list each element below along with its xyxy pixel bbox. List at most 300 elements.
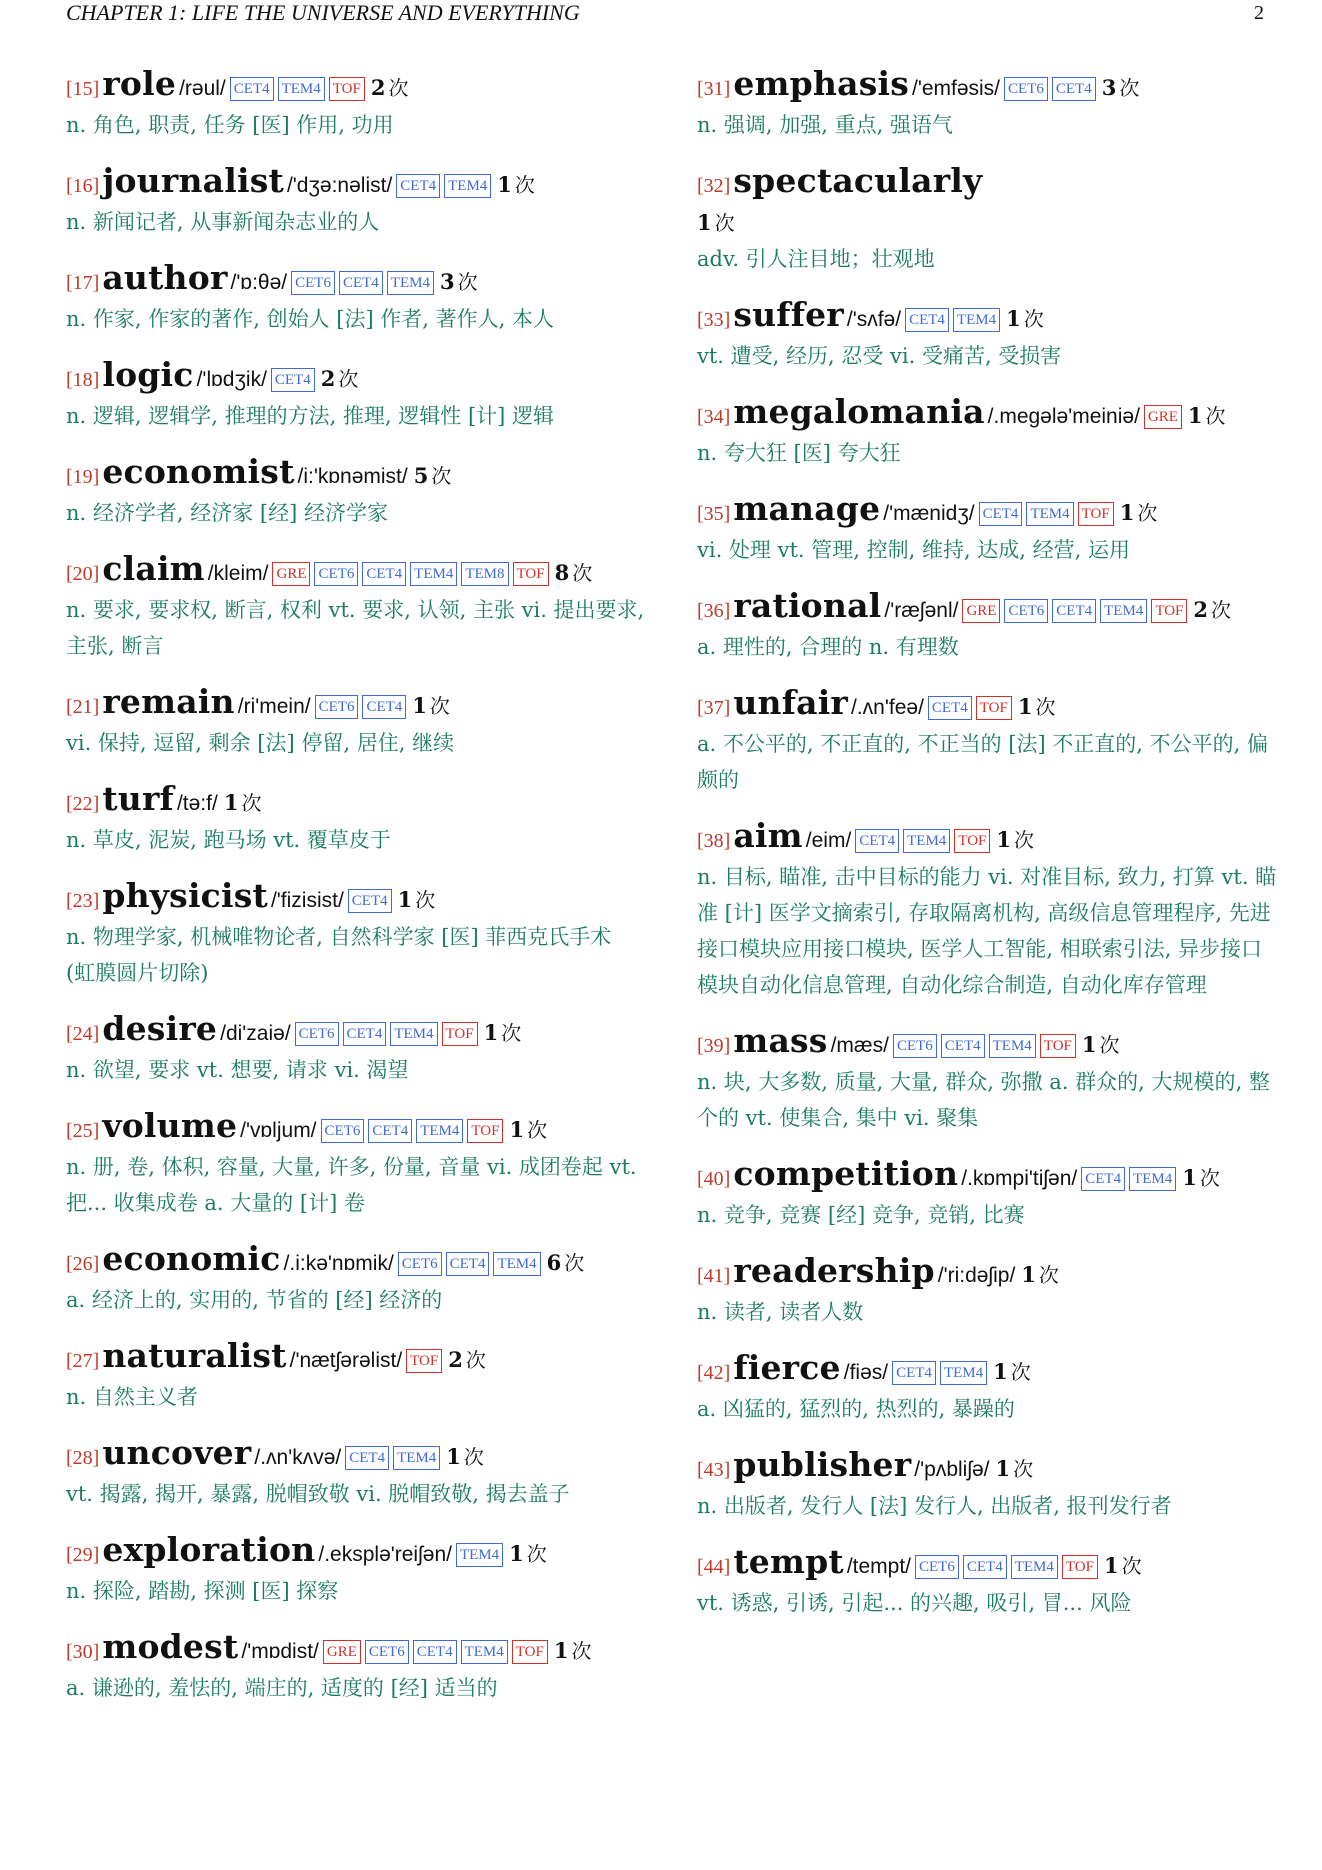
- entry-head: [66, 1629, 646, 1670]
- exam-tag: TEM4: [278, 77, 325, 101]
- exam-tag: TEM4: [390, 1022, 437, 1046]
- entry-definition: a. 经济上的, 实用的, 节省的 [经] 经济的: [66, 1288, 443, 1312]
- entry-head: [66, 357, 646, 398]
- entry-count: 1: [1182, 1165, 1197, 1190]
- entry-phonetic: /'vɒljum/: [240, 1119, 317, 1142]
- entry-word: rational: [733, 586, 882, 625]
- exam-tag: TEM4: [444, 174, 491, 198]
- entry-count: 1: [993, 1359, 1008, 1384]
- exam-tag: TEM4: [1129, 1167, 1176, 1191]
- exam-tag: CET4: [1052, 599, 1096, 623]
- entry-head: [66, 551, 646, 592]
- entry-word: manage: [733, 489, 881, 528]
- exam-tag: GRE: [962, 599, 1000, 623]
- entry-word: readership: [733, 1251, 935, 1290]
- vocab-entry: [66, 1011, 646, 1088]
- entry-phonetic: /'lɒdʒik/: [196, 368, 267, 391]
- entry-count: 2: [1193, 597, 1209, 622]
- entry-count-unit: 次: [465, 1348, 486, 1372]
- entry-index: [34]: [697, 406, 731, 428]
- entry-phonetic: /rəul/: [179, 77, 226, 100]
- entry-definition: n. 逻辑, 逻辑学, 推理的方法, 推理, 逻辑性 [计] 逻辑: [66, 404, 555, 428]
- entry-count: 1: [995, 1456, 1011, 1481]
- entry-phonetic: /'ɒ:θə/: [230, 271, 288, 294]
- entry-index: [38]: [697, 830, 731, 852]
- exam-tag: CET4: [979, 502, 1023, 526]
- entry-index: [21]: [66, 696, 100, 718]
- exam-tag: CET4: [892, 1361, 936, 1385]
- page-number: 2: [1254, 2, 1264, 24]
- vocab-entry: [66, 260, 646, 337]
- entry-head: [66, 66, 646, 107]
- entry-phonetic: /'ri:dəʃip/: [937, 1264, 1016, 1287]
- vocab-entry: [697, 491, 1277, 568]
- exam-tag: CET4: [368, 1119, 412, 1143]
- exam-tag: CET4: [230, 77, 274, 101]
- exam-tag: TEM4: [456, 1543, 503, 1567]
- entry-index: [16]: [66, 175, 100, 197]
- entry-count-unit: 次: [1137, 501, 1158, 525]
- vocab-entry: [697, 394, 1277, 471]
- entry-word: aim: [733, 816, 803, 855]
- entry-phonetic: /.ʌn'feə/: [851, 696, 924, 719]
- vocab-entry: [66, 357, 646, 434]
- exam-tag: CET6: [893, 1034, 937, 1058]
- entry-count: 1: [483, 1020, 499, 1045]
- exam-tag: CET6: [398, 1252, 442, 1276]
- exam-tag: CET6: [295, 1022, 339, 1046]
- entry-count: 1: [223, 790, 239, 815]
- entry-count-unit: 次: [1119, 76, 1140, 100]
- entry-count: 5: [413, 463, 429, 488]
- entry-definition: n. 目标, 瞄准, 击中目标的能力 vi. 对准目标, 致力, 打算 vt. 瞄准 [计] 医学文摘索引, 存取隔离机构, 高级信息管理程序, 先进接口模块应用接口模块, 医学人工智能, 相联索引法, 异步接口模块自动化信息管理, 自动化综合制造, 自动化库存管理: [697, 865, 1277, 997]
- vocab-entry: [697, 1544, 1277, 1621]
- entry-phonetic: /.i:kə'nɒmik/: [283, 1252, 394, 1275]
- entry-word: claim: [102, 549, 205, 588]
- vocab-entry: [66, 1532, 646, 1609]
- entry-head: [66, 260, 646, 301]
- exam-tag: TEM4: [416, 1119, 463, 1143]
- entry-definition: n. 作家, 作家的著作, 创始人 [法] 作者, 著作人, 本人: [66, 307, 555, 331]
- exam-tag: TOF: [1078, 502, 1114, 526]
- entry-index: [20]: [66, 563, 100, 585]
- exam-tag: CET6: [314, 562, 358, 586]
- exam-tag: CET4: [1081, 1167, 1125, 1191]
- exam-tag: CET4: [343, 1022, 387, 1046]
- exam-tag: TEM8: [461, 562, 508, 586]
- exam-tag: CET6: [315, 695, 359, 719]
- entry-definition: n. 角色, 职责, 任务 [医] 作用, 功用: [66, 113, 394, 137]
- vocab-entry: [66, 1108, 646, 1221]
- entry-count-unit: 次: [429, 694, 450, 718]
- entry-phonetic: /di'zaiə/: [220, 1022, 291, 1045]
- entry-phonetic: /.kɒmpi'tiʃən/: [961, 1167, 1078, 1190]
- entry-count-unit: 次: [1211, 598, 1232, 622]
- entry-definition: n. 欲望, 要求 vt. 想要, 请求 vi. 渴望: [66, 1058, 409, 1082]
- entry-count-unit: 次: [1099, 1033, 1120, 1057]
- entry-index: [22]: [66, 793, 100, 815]
- vocab-entry: [66, 878, 646, 991]
- entry-count: 1: [412, 693, 427, 718]
- entry-count: 1: [553, 1638, 569, 1663]
- entry-head: [697, 1350, 1277, 1391]
- entry-count-unit: 次: [457, 270, 478, 294]
- exam-tag: CET4: [928, 696, 972, 720]
- entry-word: megalomania: [733, 392, 985, 431]
- entry-definition: vt. 揭露, 揭开, 暴露, 脱帽致敬 vi. 脱帽致敬, 揭去盖子: [66, 1482, 570, 1506]
- entry-head: [66, 878, 646, 919]
- exam-tag: CET4: [855, 829, 899, 853]
- exam-tag: TEM4: [393, 1446, 440, 1470]
- entry-definition: a. 凶猛的, 猛烈的, 热烈的, 暴躁的: [697, 1397, 1015, 1421]
- exam-tag: CET6: [365, 1640, 409, 1664]
- exam-tag: CET4: [348, 889, 392, 913]
- entry-count: 1: [1103, 1553, 1119, 1578]
- entry-head: [697, 1253, 1277, 1294]
- entry-count: 1: [1006, 306, 1021, 331]
- entry-phonetic: /'mænidʒ/: [883, 502, 975, 525]
- entry-index: [35]: [697, 503, 731, 525]
- exam-tag: GRE: [1144, 405, 1182, 429]
- vocab-entry: [697, 685, 1277, 798]
- entry-definition: n. 竞争, 竞赛 [经] 竞争, 竞销, 比赛: [697, 1203, 1025, 1227]
- entry-count: 2: [320, 366, 336, 391]
- entry-definition: n. 新闻记者, 从事新闻杂志业的人: [66, 210, 380, 234]
- vocab-entry: [697, 1350, 1277, 1427]
- entry-count-unit: 次: [1038, 1263, 1059, 1287]
- entry-head: [66, 781, 646, 822]
- entry-count-unit: 次: [431, 464, 452, 488]
- exam-tag: TEM4: [940, 1361, 987, 1385]
- entry-head: [697, 297, 1277, 338]
- entry-head: [66, 1108, 646, 1149]
- entry-index: [42]: [697, 1362, 731, 1384]
- entry-count: 3: [439, 269, 455, 294]
- vocab-entry: [697, 818, 1277, 1003]
- exam-tag: TEM4: [1026, 502, 1073, 526]
- entry-head: [697, 818, 1277, 859]
- exam-tag: TOF: [329, 77, 365, 101]
- exam-tag: TOF: [442, 1022, 478, 1046]
- exam-tag: CET4: [446, 1252, 490, 1276]
- entry-count: 1: [397, 887, 413, 912]
- entry-definition: a. 谦逊的, 羞怯的, 端庄的, 适度的 [经] 适当的: [66, 1676, 498, 1700]
- entry-definition: n. 探险, 踏勘, 探测 [医] 探察: [66, 1579, 339, 1603]
- entry-count: 2: [370, 75, 386, 100]
- entry-head: [66, 1338, 646, 1379]
- entry-head: [697, 491, 1277, 532]
- entry-word: volume: [102, 1106, 238, 1145]
- vocab-entry: [697, 1447, 1277, 1524]
- entry-index: [37]: [697, 697, 731, 719]
- entry-index: [27]: [66, 1350, 100, 1372]
- entry-head: [697, 66, 1277, 107]
- entry-index: [19]: [66, 466, 100, 488]
- entry-count: 3: [1101, 75, 1117, 100]
- entry-index: [30]: [66, 1641, 100, 1663]
- entry-index: [26]: [66, 1253, 100, 1275]
- entry-phonetic: /'dʒə:nəlist/: [286, 174, 393, 197]
- entry-index: [29]: [66, 1544, 100, 1566]
- vocab-entry: [66, 163, 646, 240]
- vocab-entry: [697, 1023, 1277, 1136]
- entry-definition: n. 读者, 读者人数: [697, 1300, 864, 1324]
- entry-count: 1: [1017, 694, 1033, 719]
- entry-word: author: [102, 258, 228, 297]
- entry-count-unit: 次: [1010, 1360, 1031, 1384]
- entry-word: physicist: [102, 876, 268, 915]
- entry-word: desire: [102, 1009, 218, 1048]
- entry-phonetic: /'sʌfə/: [846, 308, 902, 331]
- vocab-entry: [66, 551, 646, 664]
- entry-phonetic: /ri'mein/: [237, 695, 311, 718]
- entry-count: 1: [446, 1444, 461, 1469]
- entry-phonetic: /eim/: [805, 829, 852, 852]
- entry-word: spectacularly: [733, 161, 983, 200]
- entry-definition: n. 出版者, 发行人 [法] 发行人, 出版者, 报刊发行者: [697, 1494, 1172, 1518]
- entry-count: 1: [996, 827, 1011, 852]
- exam-tag: CET4: [413, 1640, 457, 1664]
- exam-tag: TEM4: [989, 1034, 1036, 1058]
- exam-tag: GRE: [323, 1640, 361, 1664]
- entry-count-unit: 次: [571, 1639, 592, 1663]
- entry-head: [66, 163, 646, 204]
- exam-tag: CET4: [362, 562, 406, 586]
- exam-tag: TOF: [976, 696, 1012, 720]
- entry-word: suffer: [733, 295, 844, 334]
- entry-word: emphasis: [733, 64, 909, 103]
- entry-count-unit: 次: [1023, 307, 1044, 331]
- entry-definition: adv. 引人注目地；壮观地: [697, 247, 935, 271]
- exam-tag: CET6: [1004, 599, 1048, 623]
- entry-phonetic: /.megələ'meiniə/: [987, 405, 1140, 428]
- entry-definition: vt. 遭受, 经历, 忍受 vi. 受痛苦, 受损害: [697, 344, 1062, 368]
- entry-phonetic: /i:'kɒnəmist/: [297, 465, 408, 488]
- entry-head: [66, 1011, 646, 1052]
- exam-tag: CET6: [1004, 77, 1048, 101]
- entry-index: [39]: [697, 1035, 731, 1057]
- entry-definition: n. 物理学家, 机械唯物论者, 自然科学家 [医] 菲西克氏手术 (虹膜圆片切除): [66, 925, 612, 985]
- entry-word: economist: [102, 452, 295, 491]
- exam-tag: TOF: [513, 562, 549, 586]
- entry-count: 1: [509, 1117, 525, 1142]
- exam-tag: TEM4: [1100, 599, 1147, 623]
- entry-count-unit: 次: [526, 1542, 547, 1566]
- entry-index: [25]: [66, 1120, 100, 1142]
- exam-tag: CET4: [271, 368, 315, 392]
- entry-word: remain: [102, 682, 235, 721]
- entry-word: uncover: [102, 1433, 252, 1472]
- entry-definition: n. 册, 卷, 体积, 容量, 大量, 许多, 份量, 音量 vi. 成团卷起 vt. 把... 收集成卷 a. 大量的 [计] 卷: [66, 1155, 637, 1215]
- entry-word: economic: [102, 1239, 281, 1278]
- entry-phonetic: /'emfəsis/: [911, 77, 1001, 100]
- entry-count-unit: 次: [1199, 1166, 1220, 1190]
- entry-index: [15]: [66, 78, 100, 100]
- entry-count-unit: 次: [514, 173, 535, 197]
- entry-word: role: [102, 64, 177, 103]
- vocab-entry: [66, 454, 646, 531]
- entry-word: turf: [102, 779, 174, 818]
- entry-head: [697, 1023, 1277, 1064]
- entry-index: [28]: [66, 1447, 100, 1469]
- vocab-entry: [697, 66, 1277, 143]
- exam-tag: TOF: [512, 1640, 548, 1664]
- entry-head: [66, 1241, 646, 1282]
- entry-head: [66, 684, 646, 725]
- exam-tag: TEM4: [387, 271, 434, 295]
- vocab-entry: [66, 1435, 646, 1512]
- entry-count-unit: 次: [572, 561, 593, 585]
- entry-count: 1: [1187, 403, 1203, 428]
- entry-count-unit: 次: [564, 1251, 585, 1275]
- exam-tag: CET4: [941, 1034, 985, 1058]
- entry-count: 2: [448, 1347, 463, 1372]
- entry-head: [697, 1544, 1277, 1585]
- entry-phonetic: /.eksplə'reiʃən/: [318, 1543, 452, 1566]
- entry-phonetic: /mæs/: [830, 1034, 889, 1057]
- entry-head: [697, 163, 1277, 241]
- entry-count-unit: 次: [463, 1445, 484, 1469]
- entry-count-unit: 次: [714, 211, 735, 235]
- entry-phonetic: /.ʌn'kʌvə/: [254, 1446, 342, 1469]
- exam-tag: CET4: [963, 1555, 1007, 1579]
- exam-tag: CET4: [339, 271, 383, 295]
- entry-phonetic: /fiəs/: [843, 1361, 889, 1384]
- vocab-entry: [66, 781, 646, 858]
- entry-count-unit: 次: [527, 1118, 548, 1142]
- entry-word: tempt: [733, 1542, 844, 1581]
- entry-count-unit: 次: [501, 1021, 522, 1045]
- entry-count: 1: [1081, 1032, 1097, 1057]
- entry-count-unit: 次: [388, 76, 409, 100]
- entry-word: logic: [102, 355, 194, 394]
- entry-head: [697, 1156, 1277, 1197]
- exam-tag: TOF: [1151, 599, 1187, 623]
- entry-word: unfair: [733, 683, 849, 722]
- entry-index: [41]: [697, 1265, 731, 1287]
- exam-tag: CET4: [396, 174, 440, 198]
- entry-count-unit: 次: [338, 367, 359, 391]
- exam-tag: CET4: [905, 308, 949, 332]
- entry-count: 6: [546, 1250, 562, 1275]
- entry-word: fierce: [733, 1348, 841, 1387]
- entry-index: [17]: [66, 272, 100, 294]
- entry-index: [31]: [697, 78, 731, 100]
- vocab-entry: [66, 1241, 646, 1318]
- exam-tag: TEM4: [493, 1252, 540, 1276]
- entry-head: [697, 1447, 1277, 1488]
- vocab-entry: [66, 1338, 646, 1415]
- entry-index: [18]: [66, 369, 100, 391]
- entry-index: [32]: [697, 175, 731, 197]
- exam-tag: TEM4: [1011, 1555, 1058, 1579]
- exam-tag: TEM4: [903, 829, 950, 853]
- entry-count-unit: 次: [415, 888, 436, 912]
- entry-head: [697, 588, 1277, 629]
- exam-tag: CET6: [915, 1555, 959, 1579]
- entry-definition: n. 草皮, 泥炭, 跑马场 vt. 覆草皮于: [66, 828, 391, 852]
- entry-count: 1: [497, 172, 512, 197]
- entry-count-unit: 次: [1035, 695, 1056, 719]
- entry-phonetic: /tempt/: [846, 1555, 912, 1578]
- entry-phonetic: /'fizisist/: [270, 889, 344, 912]
- entry-phonetic: /'nætʃərəlist/: [289, 1349, 403, 1372]
- entry-count: 1: [697, 210, 712, 235]
- entry-word: mass: [733, 1021, 828, 1060]
- exam-tag: TOF: [954, 829, 990, 853]
- exam-tag: CET4: [1052, 77, 1096, 101]
- entry-phonetic: /tə:f/: [176, 792, 218, 815]
- entry-count: 1: [509, 1541, 524, 1566]
- exam-tag: CET6: [321, 1119, 365, 1143]
- entry-index: [43]: [697, 1459, 731, 1481]
- entry-definition: n. 夸大狂 [医] 夸大狂: [697, 441, 901, 465]
- entry-head: [697, 394, 1277, 435]
- entry-index: [44]: [697, 1556, 731, 1578]
- entry-phonetic: /'mɒdist/: [241, 1640, 319, 1663]
- vocab-entry: [697, 1156, 1277, 1233]
- chapter-title: CHAPTER 1: LIFE THE UNIVERSE AND EVERYTHING: [66, 0, 580, 25]
- entry-index: [36]: [697, 600, 731, 622]
- exam-tag: TEM4: [410, 562, 457, 586]
- entry-head: [697, 685, 1277, 726]
- entry-word: competition: [733, 1154, 959, 1193]
- vocab-entry: [697, 297, 1277, 374]
- entry-phonetic: /'ræʃənl/: [884, 599, 959, 622]
- entry-definition: n. 经济学者, 经济家 [经] 经济学家: [66, 501, 388, 525]
- entry-count-unit: 次: [1014, 828, 1034, 852]
- exam-tag: GRE: [272, 562, 310, 586]
- entry-count: 8: [554, 560, 570, 585]
- exam-tag: TEM4: [953, 308, 1000, 332]
- entry-definition: vi. 保持, 逗留, 剩余 [法] 停留, 居住, 继续: [66, 731, 455, 755]
- entry-definition: vi. 处理 vt. 管理, 控制, 维持, 达成, 经营, 运用: [697, 538, 1131, 562]
- entry-count-unit: 次: [1121, 1554, 1142, 1578]
- entry-word: modest: [102, 1627, 239, 1666]
- entry-word: journalist: [102, 161, 284, 200]
- entry-head: [66, 1435, 646, 1476]
- entry-index: [33]: [697, 309, 731, 331]
- entry-definition: n. 自然主义者: [66, 1385, 198, 1409]
- entry-phonetic: /'pʌbliʃə/: [914, 1458, 990, 1481]
- entry-count-unit: 次: [241, 791, 262, 815]
- entry-definition: a. 理性的, 合理的 n. 有理数: [697, 635, 959, 659]
- entry-definition: vt. 诱惑, 引诱, 引起... 的兴趣, 吸引, 冒... 风险: [697, 1591, 1132, 1615]
- exam-tag: CET4: [345, 1446, 389, 1470]
- entry-count-unit: 次: [1205, 404, 1226, 428]
- entry-index: [40]: [697, 1168, 731, 1190]
- vocab-entry: [697, 588, 1277, 665]
- entry-definition: n. 强调, 加强, 重点, 强语气: [697, 113, 953, 137]
- entry-phonetic: /kleim/: [207, 562, 269, 585]
- entry-definition: n. 块, 大多数, 质量, 大量, 群众, 弥撒 a. 群众的, 大规模的, 整个的 vt. 使集合, 集中 vi. 聚集: [697, 1070, 1270, 1130]
- entry-definition: n. 要求, 要求权, 断言, 权利 vt. 要求, 认领, 主张 vi. 提出要求, 主张, 断言: [66, 598, 645, 658]
- vocab-entry: [66, 684, 646, 761]
- entry-word: naturalist: [102, 1336, 287, 1375]
- exam-tag: TOF: [1040, 1034, 1076, 1058]
- entry-word: exploration: [102, 1530, 316, 1569]
- page-header: [66, 0, 1264, 32]
- exam-tag: TEM4: [461, 1640, 508, 1664]
- exam-tag: CET4: [362, 695, 406, 719]
- entry-definition: a. 不公平的, 不正直的, 不正当的 [法] 不正直的, 不公平的, 偏颇的: [697, 732, 1269, 792]
- vocab-entry: [697, 163, 1277, 277]
- vocab-entry: [697, 1253, 1277, 1330]
- exam-tag: TOF: [1062, 1555, 1098, 1579]
- entry-count-unit: 次: [1013, 1457, 1034, 1481]
- exam-tag: CET6: [291, 271, 335, 295]
- entry-word: publisher: [733, 1445, 912, 1484]
